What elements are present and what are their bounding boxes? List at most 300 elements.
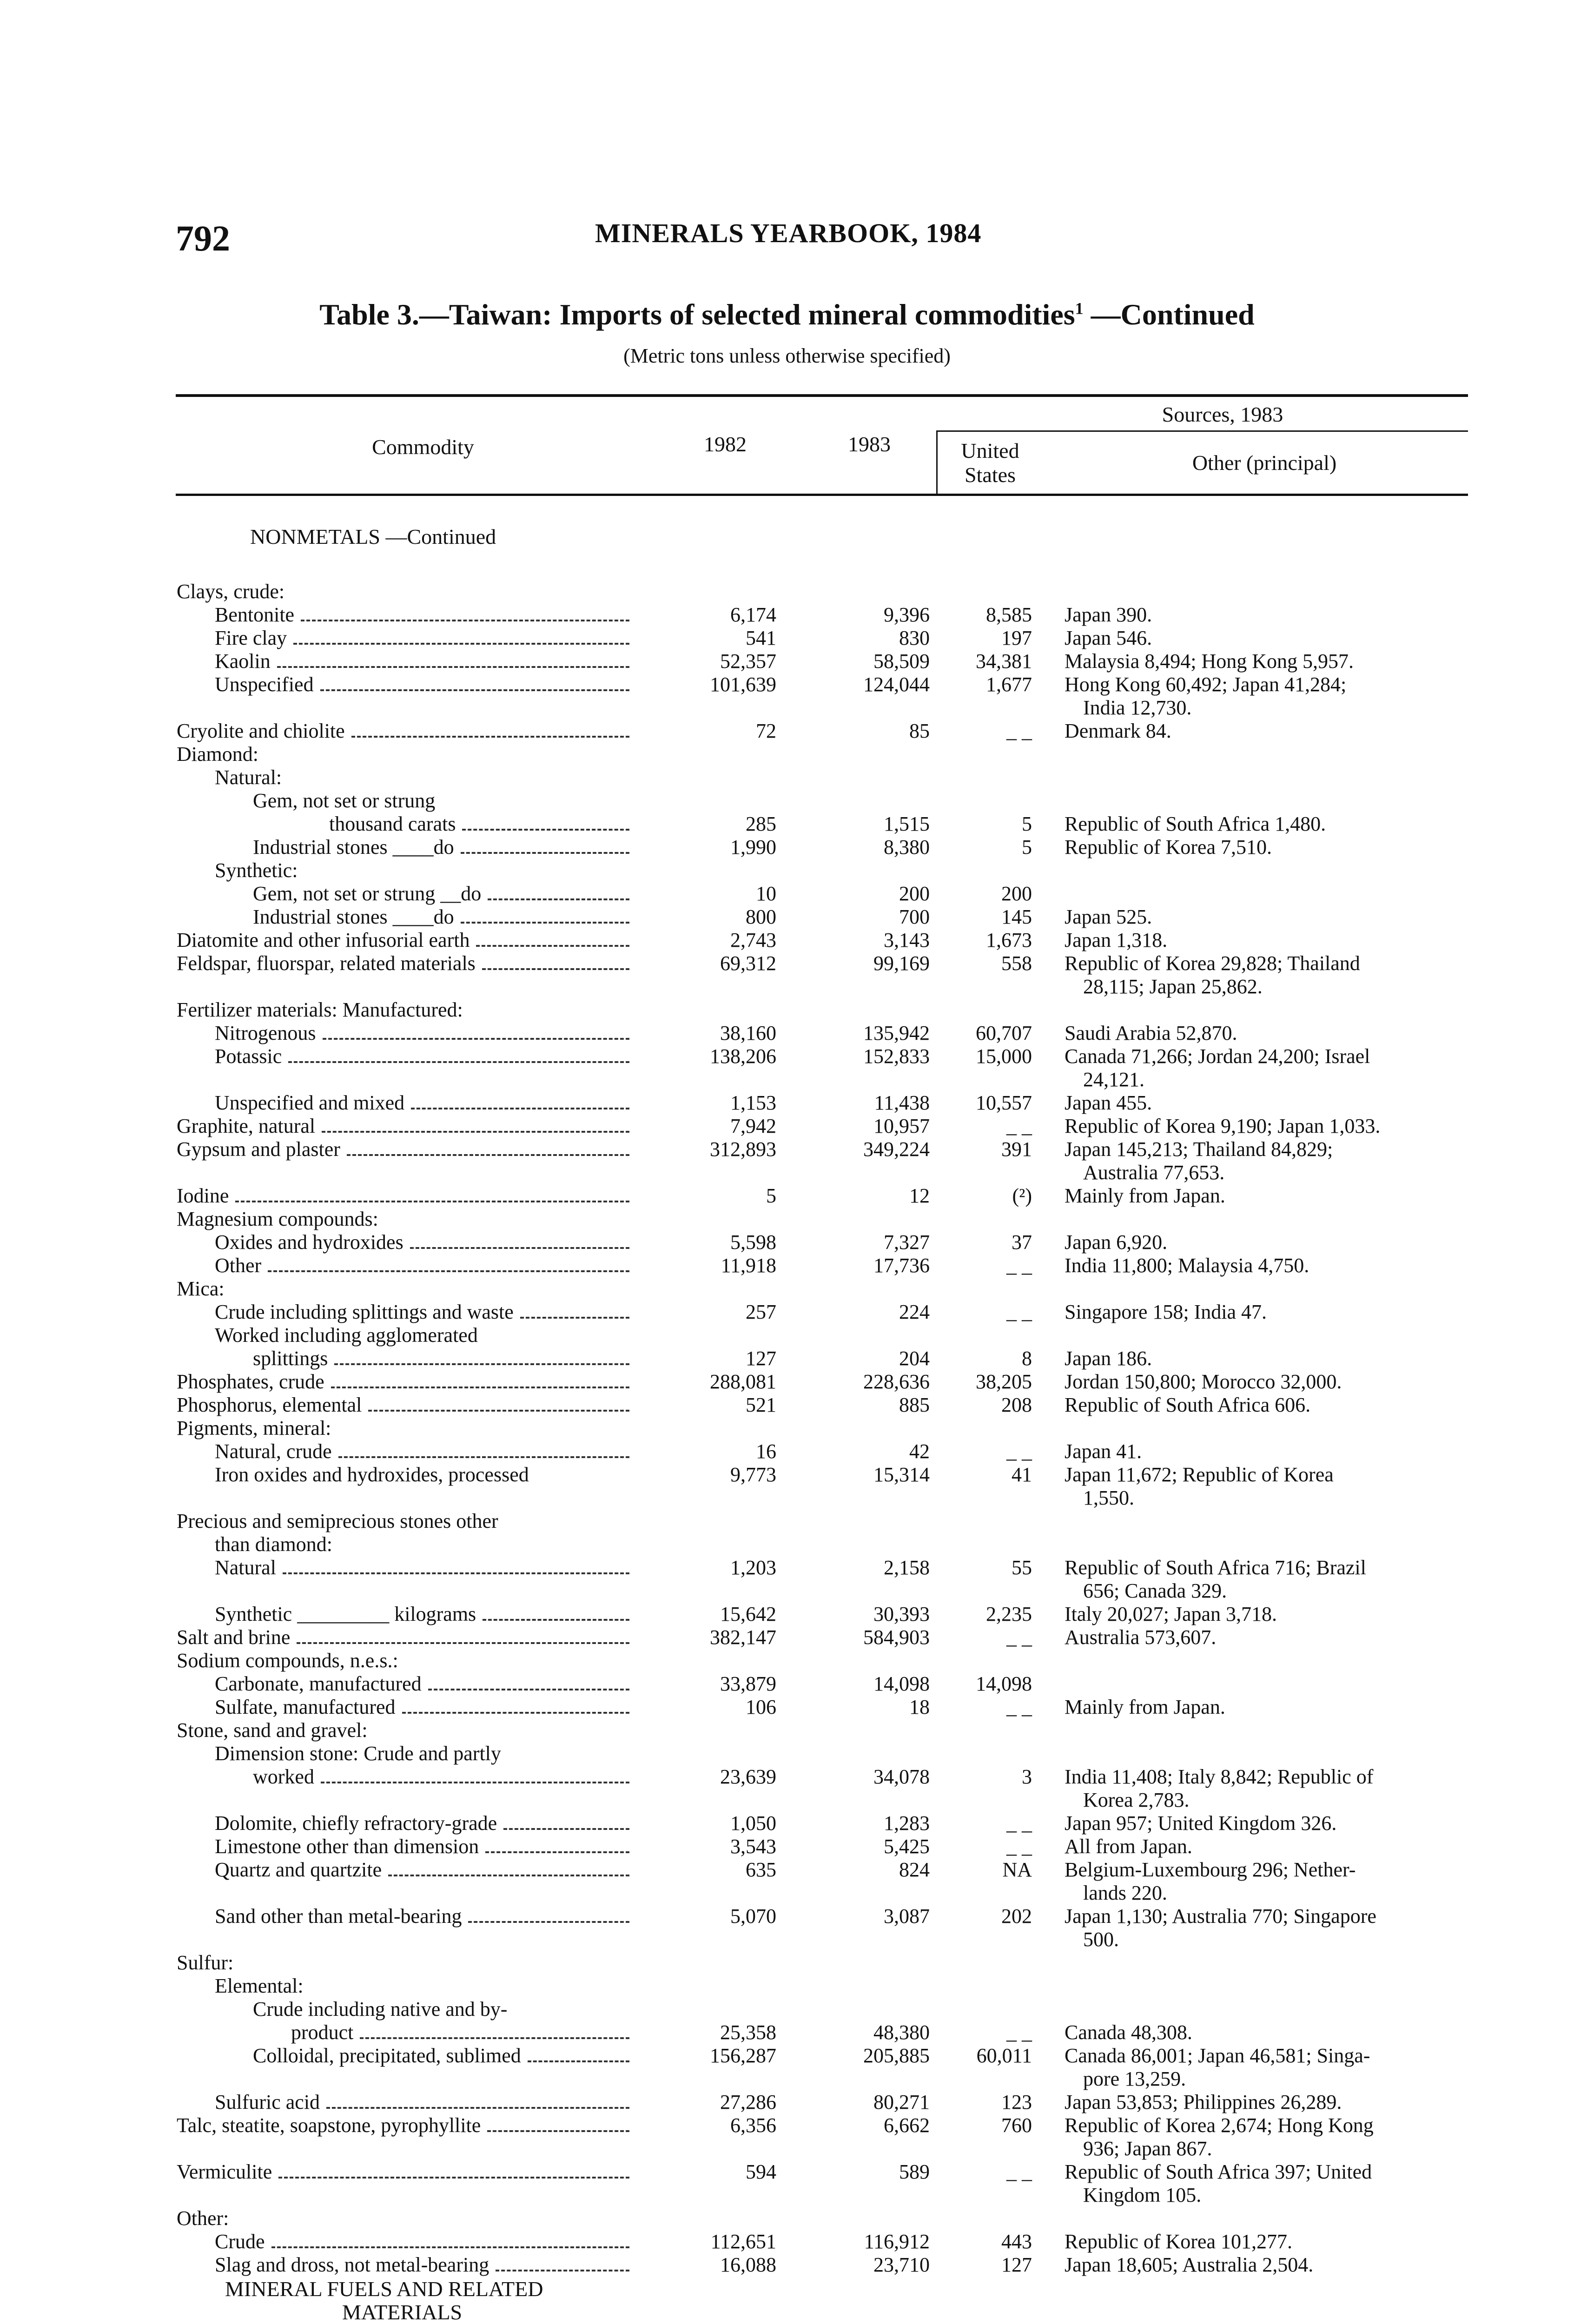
value-1983: 9,396 (884, 603, 930, 626)
value-1982: 635 (746, 1858, 776, 1881)
commodity-label: Diamond: (177, 743, 258, 766)
value-1982: 127 (746, 1347, 776, 1370)
other-sources-line: India 11,408; Italy 8,842; Republic of (1065, 1765, 1374, 1788)
other-sources (1065, 1231, 1474, 1254)
commodity-label: Mica: (177, 1277, 225, 1300)
commodity-name (253, 882, 629, 905)
value-1982: 594 (746, 2160, 776, 2183)
commodity-name (215, 1231, 629, 1254)
commodity-label: Limestone other than dimension (215, 1835, 479, 1858)
other-sources (1065, 1347, 1474, 1370)
commodity-name (215, 1324, 478, 1347)
commodity-name (177, 720, 629, 743)
commodity-name (215, 1742, 501, 1765)
other-sources-line: Republic of South Africa 606. (1065, 1393, 1311, 1416)
leader-dashes (402, 1712, 629, 1714)
section-mineral-fuels-line2: MATERIALS (342, 2300, 463, 2324)
value-1983: 152,833 (863, 1045, 930, 1068)
commodity-name (215, 650, 629, 673)
other-sources-line: Korea 2,783. (1083, 1789, 1190, 1811)
value-1983: 7,327 (884, 1231, 930, 1254)
value-1983: 5,425 (884, 1835, 930, 1858)
leader-dashes (528, 2060, 629, 2062)
value-united-states: _ _ (1006, 1301, 1032, 1323)
other-sources (1065, 2091, 1474, 2114)
value-1983: 12 (909, 1184, 930, 1207)
other-sources-line: 656; Canada 329. (1083, 1579, 1227, 1602)
other-sources (1065, 1905, 1474, 1951)
other-sources (1065, 1858, 1474, 1905)
leader-dashes (410, 1247, 629, 1249)
value-united-states: 200 (1001, 882, 1032, 905)
other-sources-line: lands 220. (1083, 1882, 1167, 1904)
commodity-label: Phosphorus, elemental (177, 1393, 362, 1416)
other-sources-line: All from Japan. (1065, 1835, 1192, 1858)
commodity-label: Other (215, 1254, 262, 1277)
other-sources-line: Japan 18,605; Australia 2,504. (1065, 2253, 1314, 2276)
leader-dashes (297, 1642, 629, 1644)
value-1982: 72 (756, 720, 776, 742)
value-united-states: 10,557 (976, 1091, 1032, 1114)
other-sources (1065, 1091, 1474, 1115)
commodity-label: Nitrogenous (215, 1022, 316, 1044)
commodity-name (215, 859, 298, 882)
other-sources (1065, 929, 1474, 952)
value-1983: 42 (909, 1440, 930, 1463)
leader-dashes (428, 1689, 629, 1690)
commodity-name (253, 789, 435, 812)
other-sources (1065, 2021, 1474, 2044)
other-sources (1065, 1812, 1474, 1835)
other-sources-line: Japan 455. (1065, 1091, 1152, 1114)
value-1982: 285 (746, 812, 776, 835)
commodity-label: Dolomite, chiefly refractory-grade (215, 1812, 497, 1835)
commodity-name (177, 1719, 368, 1742)
other-sources-line: Canada 71,266; Jordan 24,200; Israel (1065, 1045, 1370, 1068)
value-1982: 138,206 (710, 1045, 776, 1068)
commodity-label: Magnesium compounds: (177, 1208, 378, 1230)
commodity-name (177, 2160, 629, 2184)
commodity-name (177, 952, 629, 975)
value-1983: 6,662 (884, 2114, 930, 2137)
commodity-name (177, 1208, 378, 1231)
value-1983: 700 (899, 905, 930, 928)
other-sources (1065, 2044, 1474, 2091)
other-sources-line: Japan 390. (1065, 603, 1152, 626)
value-united-states: 1,673 (986, 929, 1032, 951)
other-sources (1065, 1184, 1474, 1208)
value-1983: 589 (899, 2160, 930, 2183)
commodity-name (177, 1115, 629, 1138)
value-1982: 1,050 (730, 1812, 776, 1835)
commodity-name (215, 1556, 629, 1579)
other-sources-line: Republic of Korea 2,674; Hong Kong (1065, 2114, 1374, 2137)
commodity-name (177, 1370, 629, 1393)
value-1983: 30,393 (873, 1603, 930, 1625)
commodity-label: Graphite, natural (177, 1115, 316, 1137)
leader-dashes (293, 643, 629, 645)
other-sources (1065, 650, 1474, 673)
other-sources-line: Malaysia 8,494; Hong Kong 5,957. (1065, 650, 1354, 673)
leader-dashes (347, 1154, 629, 1156)
other-sources-line: Hong Kong 60,492; Japan 41,284; (1065, 673, 1347, 696)
commodity-label: thousand carats (329, 812, 456, 835)
other-sources (1065, 1696, 1474, 1719)
commodity-label: Crude (215, 2230, 265, 2253)
commodity-label: Feldspar, fluorspar, related materials (177, 952, 476, 975)
leader-dashes (482, 968, 629, 970)
other-sources-line: Australia 77,653. (1083, 1161, 1225, 1184)
leader-dashes (496, 2270, 629, 2271)
commodity-name (215, 603, 629, 627)
commodity-label: Pigments, mineral: (177, 1417, 331, 1439)
value-united-states: 558 (1001, 952, 1032, 975)
value-1982: 288,081 (710, 1370, 776, 1393)
other-sources (1065, 1765, 1474, 1812)
commodity-label: product (291, 2021, 354, 2044)
commodity-label: Potassic (215, 1045, 282, 1068)
leader-dashes (520, 1317, 629, 1319)
other-sources (1065, 812, 1474, 836)
value-united-states: 60,011 (976, 2044, 1032, 2067)
commodity-label: Colloidal, precipitated, sublimed (253, 2044, 521, 2067)
value-1982: 5,070 (730, 1905, 776, 1928)
commodity-label: Industrial stones ____do (253, 836, 454, 858)
commodity-name (215, 2253, 629, 2277)
value-united-states: 8 (1022, 1347, 1032, 1370)
leader-dashes (268, 1270, 629, 1272)
other-sources (1065, 1835, 1474, 1858)
value-1982: 257 (746, 1301, 776, 1323)
commodity-name (177, 1138, 629, 1161)
running-head: MINERALS YEARBOOK, 1984 (595, 218, 982, 248)
commodity-name (177, 1417, 331, 1440)
other-sources-line: 28,115; Japan 25,862. (1083, 975, 1263, 998)
other-sources (1065, 1022, 1474, 1045)
value-united-states: 38,205 (976, 1370, 1032, 1393)
other-sources (1065, 2253, 1474, 2277)
other-sources (1065, 1626, 1474, 1649)
value-1982: 800 (746, 905, 776, 928)
leader-dashes (351, 736, 629, 738)
table-title-text: Table 3.—Taiwan: Imports of selected mineral commodities (319, 298, 1075, 331)
other-sources-line: 500. (1083, 1928, 1119, 1951)
commodity-label: Iodine (177, 1184, 229, 1207)
commodity-name (253, 2044, 629, 2067)
leader-dashes (271, 2246, 629, 2248)
leader-dashes (485, 1851, 629, 1853)
value-1983: 830 (899, 627, 930, 649)
commodity-name (215, 1858, 629, 1882)
commodity-label: Bentonite (215, 603, 295, 626)
other-sources (1065, 2230, 1474, 2253)
other-sources-line: Japan 145,213; Thailand 84,829; (1065, 1138, 1333, 1161)
header-1983: 1983 (848, 432, 891, 456)
other-sources (1065, 1556, 1474, 1603)
leader-dashes (462, 829, 629, 831)
other-sources (1065, 1045, 1474, 1091)
commodity-name (177, 1277, 225, 1301)
commodity-name (177, 1510, 498, 1533)
commodity-name (215, 1603, 629, 1626)
value-1983: 10,957 (873, 1115, 930, 1137)
commodity-label: Natural, crude (215, 1440, 332, 1463)
commodity-label: than diamond: (215, 1533, 332, 1556)
value-1982: 38,160 (720, 1022, 776, 1044)
value-1982: 112,651 (710, 2230, 776, 2253)
leader-dashes (322, 1131, 629, 1133)
leader-dashes (461, 852, 629, 854)
other-sources-line: Mainly from Japan. (1065, 1184, 1225, 1207)
value-1982: 16 (756, 1440, 776, 1463)
value-united-states: 41 (1012, 1463, 1032, 1486)
other-sources-line: Japan 41. (1065, 1440, 1142, 1463)
commodity-name (291, 2021, 629, 2044)
other-sources-line: Japan 1,130; Australia 770; Singapore (1065, 1905, 1376, 1928)
commodity-name (215, 1812, 629, 1835)
leader-dashes (277, 666, 629, 668)
other-sources-line: Japan 1,318. (1065, 929, 1168, 951)
other-sources-line: Republic of Korea 29,828; Thailand (1065, 952, 1360, 975)
other-sources-line: 1,550. (1083, 1486, 1134, 1509)
commodity-name (215, 1022, 629, 1045)
value-united-states: 5 (1022, 812, 1032, 835)
value-1982: 25,358 (720, 2021, 776, 2044)
commodity-label: Kaolin (215, 650, 271, 673)
commodity-name (215, 1974, 304, 1998)
other-sources-line: Japan 53,853; Philippines 26,289. (1065, 2091, 1342, 2113)
commodity-label: Clays, crude: (177, 580, 285, 603)
commodity-name (177, 929, 629, 952)
value-1982: 27,286 (720, 2091, 776, 2113)
value-1982: 5,598 (730, 1231, 776, 1254)
value-1983: 135,942 (863, 1022, 930, 1044)
commodity-name (253, 905, 629, 929)
commodity-label: Elemental: (215, 1974, 304, 1997)
value-1982: 2,743 (730, 929, 776, 951)
commodity-label: Sulfate, manufactured (215, 1696, 396, 1718)
other-sources-line: pore 13,259. (1083, 2067, 1186, 2090)
value-united-states: 202 (1001, 1905, 1032, 1928)
commodity-label: Natural (215, 1556, 276, 1579)
commodity-label: Fertilizer materials: Manufactured: (177, 998, 463, 1021)
leader-dashes (488, 898, 629, 900)
header-other: Other (principal) (1192, 451, 1337, 475)
commodity-label: Precious and semiprecious stones other (177, 1510, 498, 1532)
value-1983: 11,438 (874, 1091, 930, 1114)
value-1983: 116,912 (864, 2230, 930, 2253)
commodity-name (215, 1440, 629, 1463)
commodity-label: Phosphates, crude (177, 1370, 324, 1393)
other-sources-line: Australia 573,607. (1065, 1626, 1217, 1649)
value-united-states: 3 (1022, 1765, 1032, 1788)
other-sources-line: Canada 86,001; Japan 46,581; Singa- (1065, 2044, 1370, 2067)
value-1982: 7,942 (730, 1115, 776, 1137)
value-united-states: 15,000 (976, 1045, 1032, 1068)
value-1983: 885 (899, 1393, 930, 1416)
other-sources-line: Japan 957; United Kingdom 326. (1065, 1812, 1337, 1835)
leader-dashes (461, 922, 629, 924)
header-commodity: Commodity (372, 435, 474, 459)
commodity-label: Gem, not set or strung __do (253, 882, 482, 905)
value-1983: 34,078 (873, 1765, 930, 1788)
header-united-states: United States (961, 439, 1019, 487)
commodity-name (215, 766, 282, 789)
value-1983: 224 (899, 1301, 930, 1323)
leader-dashes (411, 1108, 629, 1109)
value-1982: 10 (756, 882, 776, 905)
leader-dashes (338, 1456, 629, 1458)
value-united-states: (²) (1012, 1184, 1032, 1207)
commodity-label: Synthetic _________ kilograms (215, 1603, 476, 1625)
value-1983: 17,736 (873, 1254, 930, 1277)
value-united-states: 34,381 (976, 650, 1032, 673)
value-1982: 33,879 (720, 1672, 776, 1695)
header-sources: Sources, 1983 (1162, 403, 1283, 426)
value-1982: 3,543 (730, 1835, 776, 1858)
commodity-label: Salt and brine (177, 1626, 291, 1649)
commodity-label: Vermiculite (177, 2160, 272, 2183)
leader-dashes (288, 1061, 629, 1063)
leader-dashes (483, 1619, 629, 1621)
value-1983: 824 (899, 1858, 930, 1881)
value-1983: 80,271 (873, 2091, 930, 2113)
other-sources-line: Republic of Korea 101,277. (1065, 2230, 1292, 2253)
value-united-states: _ _ (1006, 1812, 1032, 1835)
other-sources-line: Italy 20,027; Japan 3,718. (1065, 1603, 1277, 1625)
other-sources-line: Republic of South Africa 1,480. (1065, 812, 1326, 835)
other-sources-line: Japan 186. (1065, 1347, 1152, 1370)
commodity-label: Sand other than metal-bearing (215, 1905, 462, 1928)
value-1983: 18 (909, 1696, 930, 1718)
value-1983: 200 (899, 882, 930, 905)
other-sources (1065, 1440, 1474, 1463)
value-united-states: 55 (1012, 1556, 1032, 1579)
value-1983: 124,044 (863, 673, 930, 696)
leader-dashes (503, 1828, 629, 1830)
value-united-states: 1,677 (986, 673, 1032, 696)
other-sources-line: Republic of Korea 7,510. (1065, 836, 1272, 858)
table-title-suffix: —Continued (1083, 298, 1255, 331)
value-1983: 23,710 (873, 2253, 930, 2276)
other-sources-line: Singapore 158; India 47. (1065, 1301, 1267, 1323)
commodity-label: Synthetic: (215, 859, 298, 882)
commodity-name (215, 2230, 629, 2253)
value-1982: 1,990 (730, 836, 776, 858)
leader-dashes (323, 1038, 629, 1040)
value-1983: 3,143 (884, 929, 930, 951)
other-sources (1065, 905, 1474, 929)
other-sources (1065, 1463, 1474, 1510)
value-united-states: _ _ (1006, 1115, 1032, 1137)
leader-dashes (320, 689, 629, 691)
other-sources (1065, 720, 1474, 743)
other-sources (1065, 673, 1474, 720)
leader-dashes (326, 2107, 629, 2109)
commodity-label: Gem, not set or strung (253, 789, 436, 812)
value-1982: 5 (766, 1184, 776, 1207)
value-united-states: 5 (1022, 836, 1032, 858)
other-sources-line: 24,121. (1083, 1068, 1144, 1091)
value-1983: 2,158 (884, 1556, 930, 1579)
value-1982: 101,639 (710, 673, 776, 696)
commodity-label: Fire clay (215, 627, 287, 649)
commodity-name (329, 812, 629, 836)
value-1982: 312,893 (710, 1138, 776, 1161)
value-united-states: 14,098 (976, 1672, 1032, 1695)
commodity-name (177, 1649, 398, 1672)
other-sources-line: Kingdom 105. (1083, 2184, 1202, 2206)
value-united-states: _ _ (1006, 1835, 1032, 1858)
value-united-states: 145 (1001, 905, 1032, 928)
other-sources (1065, 952, 1474, 998)
commodity-name (215, 1463, 529, 1486)
value-1983: 48,380 (873, 2021, 930, 2044)
commodity-name (177, 998, 463, 1022)
value-1983: 3,087 (884, 1905, 930, 1928)
commodity-name (177, 1184, 629, 1208)
commodity-name (253, 1347, 629, 1370)
other-sources-line: Denmark 84. (1065, 720, 1171, 742)
value-1983: 1,283 (884, 1812, 930, 1835)
other-sources-line: Republic of Korea 9,190; Japan 1,033. (1065, 1115, 1381, 1137)
value-1982: 1,203 (730, 1556, 776, 1579)
commodity-name (215, 1905, 629, 1928)
commodity-label: Crude including splittings and waste (215, 1301, 514, 1323)
commodity-label: Sodium compounds, n.e.s.: (177, 1649, 398, 1672)
value-1983: 1,515 (884, 812, 930, 835)
value-1983: 205,885 (863, 2044, 930, 2067)
other-sources-line: Japan 546. (1065, 627, 1152, 649)
commodity-name (215, 1835, 629, 1858)
other-sources-line: India 12,730. (1083, 696, 1192, 719)
other-sources (1065, 603, 1474, 627)
commodity-name (215, 1696, 629, 1719)
other-sources-line: Mainly from Japan. (1065, 1696, 1225, 1718)
value-united-states: _ _ (1006, 1254, 1032, 1277)
other-sources (1065, 1115, 1474, 1138)
value-1982: 382,147 (710, 1626, 776, 1649)
commodity-name (215, 1301, 629, 1324)
commodity-label: Talc, steatite, soapstone, pyrophyllite (177, 2114, 481, 2137)
commodity-label: Quartz and quartzite (215, 1858, 382, 1881)
value-united-states: NA (1002, 1858, 1032, 1881)
commodity-label: Oxides and hydroxides (215, 1231, 403, 1254)
leader-dashes (334, 1363, 629, 1365)
commodity-label: Carbonate, manufactured (215, 1672, 422, 1695)
value-united-states: 197 (1001, 627, 1032, 649)
value-1983: 99,169 (873, 952, 930, 975)
value-1983: 584,903 (863, 1626, 930, 1649)
page-number: 792 (176, 218, 230, 258)
value-united-states: 760 (1001, 2114, 1032, 2137)
commodity-label: Sulfur: (177, 1951, 234, 1974)
section-mineral-fuels-line1: MINERAL FUELS AND RELATED (225, 2277, 543, 2301)
other-sources-line: India 11,800; Malaysia 4,750. (1065, 1254, 1309, 1277)
other-sources (1065, 1301, 1474, 1324)
leader-dashes (368, 1410, 629, 1412)
other-sources-line: Canada 48,308. (1065, 2021, 1192, 2044)
commodity-label: Other: (177, 2207, 229, 2230)
commodity-name (215, 1254, 629, 1277)
leader-dashes (388, 1875, 629, 1876)
commodity-label: Dimension stone: Crude and partly (215, 1742, 501, 1765)
value-1982: 6,174 (730, 603, 776, 626)
other-sources (1065, 2114, 1474, 2160)
commodity-name (253, 836, 629, 859)
value-1983: 14,098 (873, 1672, 930, 1695)
commodity-label: Natural: (215, 766, 282, 789)
